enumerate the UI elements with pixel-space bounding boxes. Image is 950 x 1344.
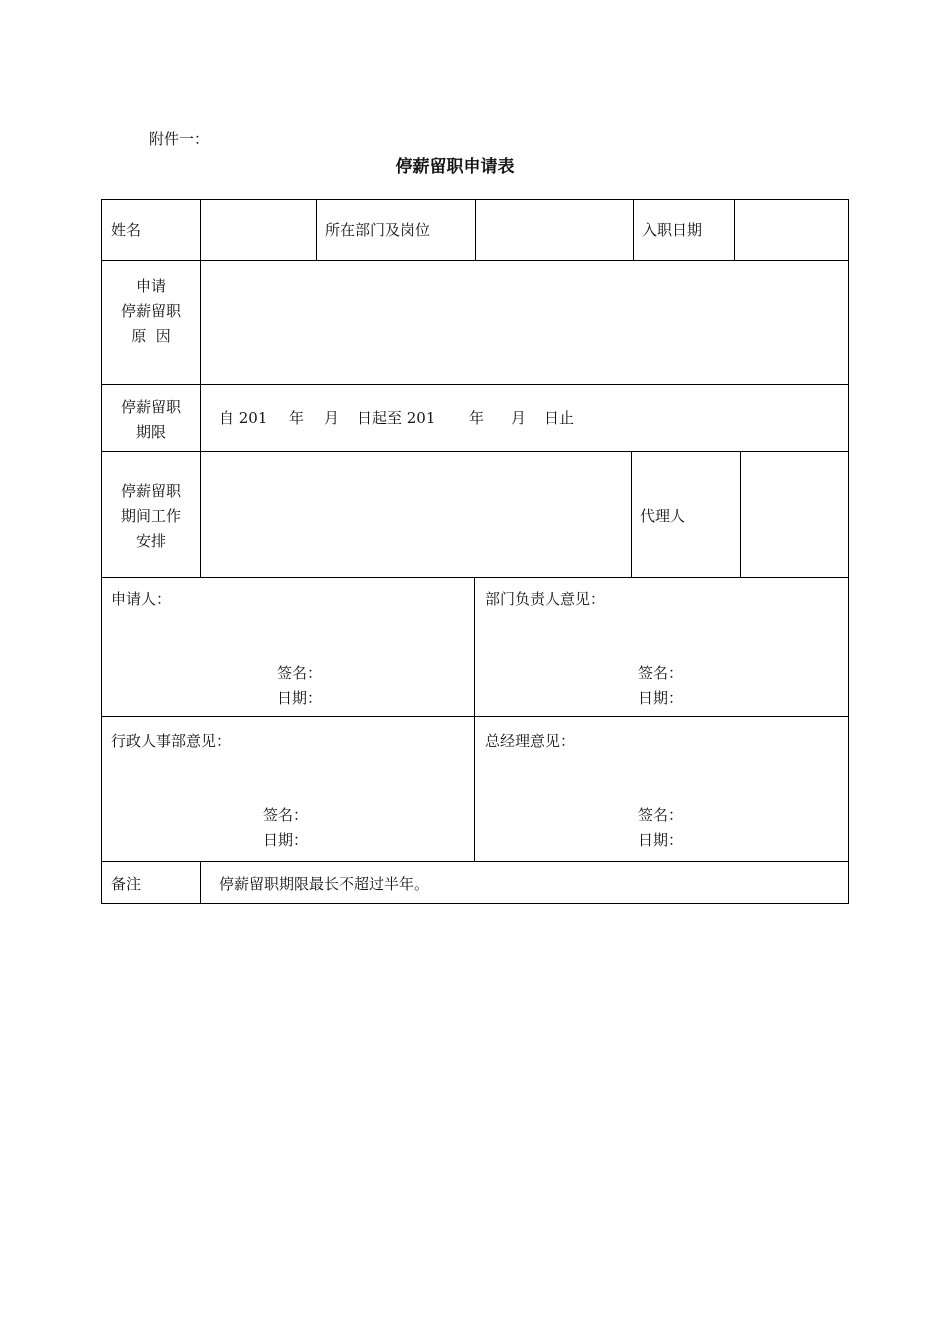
period-label-line1: 停薪留职 [120, 398, 181, 416]
reason-label-line2: 停薪留职 [120, 302, 181, 320]
period-year-2: 年 [469, 409, 485, 427]
remark-label: 备注 [111, 875, 142, 893]
column-divider [631, 451, 632, 577]
form-title: 停薪留职申请表 [395, 157, 515, 177]
gm-signature-label: 签名： [638, 806, 684, 824]
column-divider [633, 200, 634, 260]
row-divider [102, 861, 848, 862]
application-form [101, 199, 849, 904]
agent-label: 代理人 [640, 507, 686, 525]
column-divider [316, 200, 317, 260]
entry-date-field[interactable] [735, 200, 848, 260]
period-year-1: 年 [289, 409, 305, 427]
reason-label-line3: 原 因 [131, 327, 171, 345]
dept-head-signature-label: 签名： [638, 664, 684, 682]
admin-hr-signature-label: 签名： [263, 806, 309, 824]
work-label-line2: 期间工作 [120, 507, 181, 525]
row-divider [102, 716, 848, 717]
period-month-1: 月 [324, 409, 340, 427]
department-position-field[interactable] [476, 200, 633, 260]
applicant-date-label: 日期： [277, 689, 323, 707]
gm-opinion-label: 总经理意见： [485, 732, 576, 750]
work-arrangement-field[interactable] [201, 452, 631, 577]
admin-hr-date-label: 日期： [263, 831, 309, 849]
period-day-to: 日起至 201 [357, 409, 436, 427]
column-divider [200, 861, 201, 904]
department-position-label: 所在部门及岗位 [325, 221, 431, 239]
work-label-line1: 停薪留职 [120, 482, 181, 500]
agent-field[interactable] [741, 452, 848, 577]
period-day-end: 日止 [544, 409, 575, 427]
applicant-signature-label: 签名： [277, 664, 323, 682]
reason-field[interactable] [201, 261, 848, 384]
entry-date-label: 入职日期 [642, 221, 703, 239]
applicant-label: 申请人： [111, 590, 172, 608]
work-label-line3: 安排 [135, 532, 166, 550]
dept-head-date-label: 日期： [638, 689, 684, 707]
period-month-2: 月 [511, 409, 527, 427]
column-divider [474, 577, 475, 861]
reason-label-line1: 申请 [135, 277, 166, 295]
remark-text: 停薪留职期限最长不超过半年。 [219, 875, 430, 893]
row-divider [102, 577, 848, 578]
admin-hr-opinion-label: 行政人事部意见： [111, 732, 232, 750]
period-from: 自 201 [219, 409, 268, 427]
gm-date-label: 日期： [638, 831, 684, 849]
attachment-label: 附件一： [149, 130, 210, 148]
period-label-line2: 期限 [135, 423, 166, 441]
name-field[interactable] [201, 200, 316, 260]
dept-head-opinion-label: 部门负责人意见： [485, 590, 606, 608]
name-label: 姓名 [111, 221, 142, 239]
